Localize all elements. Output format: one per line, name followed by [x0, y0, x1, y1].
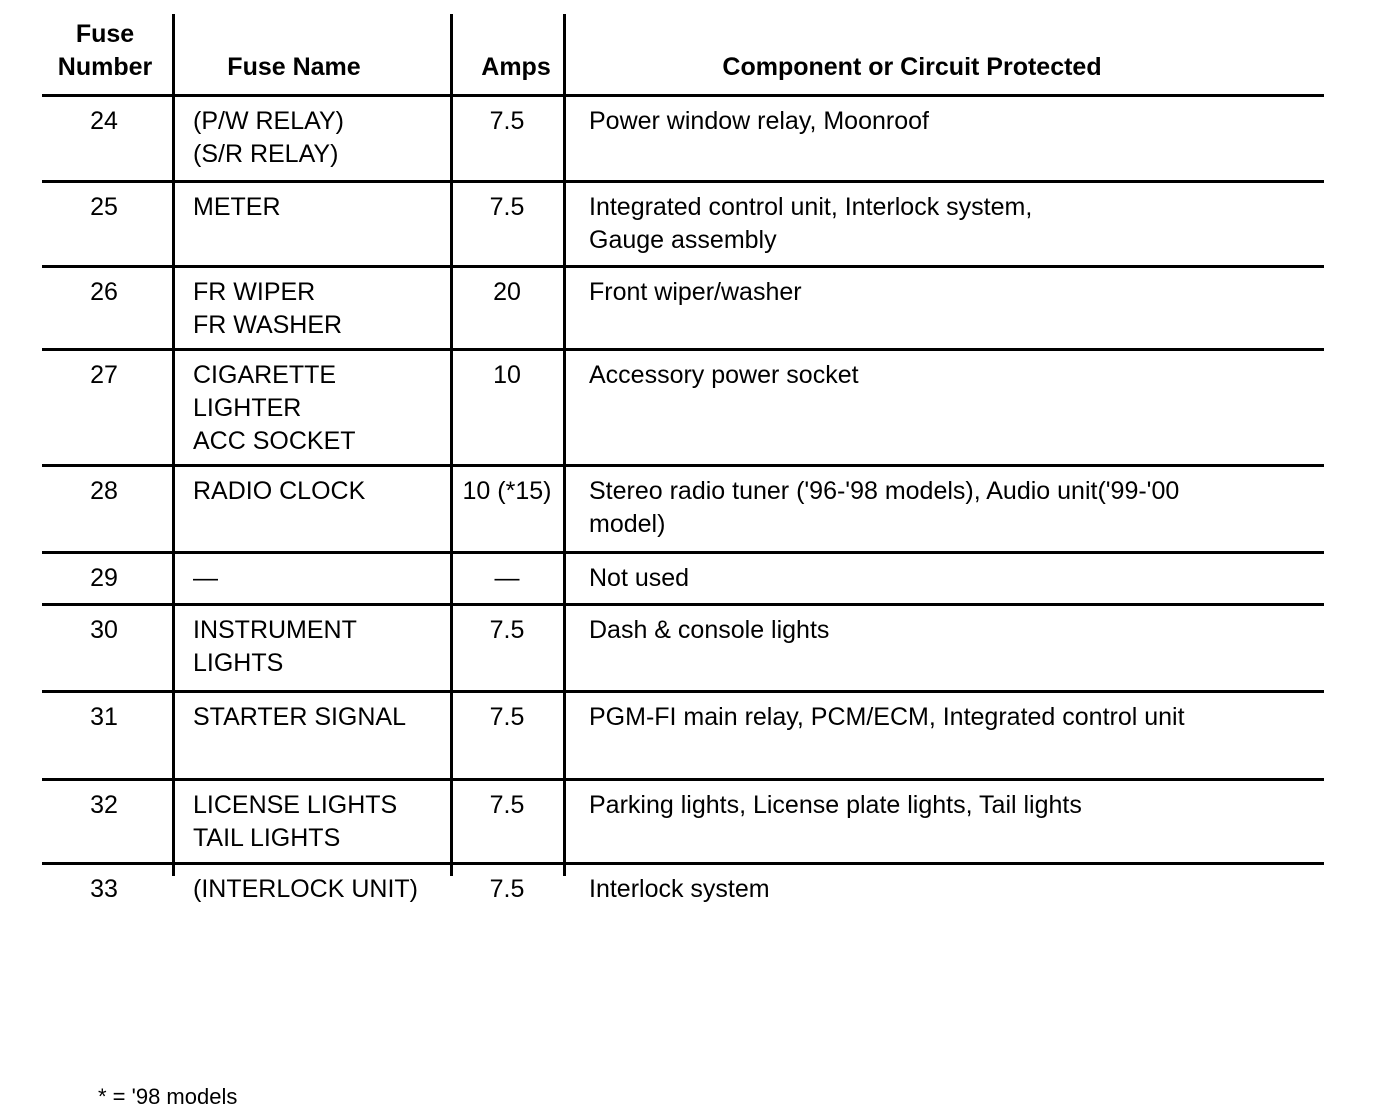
- table-row: [42, 606, 1324, 693]
- fuse-name-line: —: [193, 564, 218, 592]
- fuse-name-line: TAIL LIGHTS: [193, 824, 341, 852]
- component-line: Integrated control unit, Interlock system,: [589, 193, 1033, 221]
- fuse-name-line: FR WASHER: [193, 311, 343, 339]
- fuse-name-cell: [193, 359, 445, 458]
- fuse-name-cell: [193, 475, 445, 508]
- fuse-name-line: CIGARETTE: [193, 361, 337, 389]
- table-row: [42, 781, 1324, 865]
- component-cell: [589, 191, 1309, 257]
- fuse-name-line: FR WIPER: [193, 278, 316, 306]
- header-fuse-number: [46, 18, 164, 84]
- component-line: Not used: [589, 564, 690, 592]
- amps-cell: 10: [493, 361, 521, 389]
- fuse-name-line: ACC SOCKET: [193, 427, 356, 455]
- amps-cell: 7.5: [489, 875, 525, 903]
- table-row: [42, 865, 1324, 925]
- component-cell: [589, 873, 1309, 906]
- fuse-name-cell: [193, 873, 445, 906]
- header-fuse-number-line: Number: [57, 53, 153, 81]
- fuse-name-line: LIGHTER: [193, 394, 302, 422]
- table-row: [42, 693, 1324, 781]
- component-cell: [589, 105, 1309, 138]
- component-cell: [589, 614, 1309, 647]
- table-row: [42, 351, 1324, 467]
- fuse-name-line: LIGHTS: [193, 649, 284, 677]
- amps-cell: 7.5: [489, 703, 525, 731]
- fuse-number-cell: 24: [90, 107, 118, 135]
- fuse-name-line: (S/R RELAY): [193, 140, 339, 168]
- component-line: Dash & console lights: [589, 616, 830, 644]
- amps-cell: 20: [493, 278, 521, 306]
- fuse-name-line: STARTER SIGNAL: [193, 703, 407, 731]
- header-fuse-number-line: Fuse: [75, 20, 135, 48]
- table-row: [42, 183, 1324, 268]
- component-cell: [589, 359, 1309, 392]
- amps-cell: 10 (*15): [462, 477, 552, 505]
- amps-cell: 7.5: [489, 616, 525, 644]
- header-component: Component or Circuit Protected: [722, 53, 1102, 81]
- component-line: Front wiper/washer: [589, 278, 802, 306]
- component-line: Interlock system: [589, 875, 770, 903]
- table-row: [42, 97, 1324, 183]
- fuse-number-cell: 31: [90, 703, 118, 731]
- component-cell: [589, 562, 1309, 595]
- table-row: [42, 467, 1324, 554]
- fuse-name-cell: [193, 789, 445, 855]
- fuse-number-cell: 26: [90, 278, 118, 306]
- fuse-number-cell: 25: [90, 193, 118, 221]
- fuse-name-line: (P/W RELAY): [193, 107, 344, 135]
- component-cell: [589, 789, 1309, 822]
- component-line: PGM-FI main relay, PCM/ECM, Integrated control unit: [589, 703, 1185, 731]
- fuse-name-line: INSTRUMENT: [193, 616, 357, 644]
- fuse-name-cell: [193, 614, 445, 680]
- component-cell: [589, 276, 1309, 309]
- component-line: Power window relay, Moonroof: [589, 107, 929, 135]
- fuse-name-cell: [193, 105, 445, 171]
- header-amps: Amps: [481, 53, 551, 81]
- component-line: Stereo radio tuner ('96-'98 models), Audio unit('99-'00: [589, 477, 1180, 505]
- header-fuse-name: Fuse Name: [227, 53, 361, 81]
- fuse-table: [42, 14, 1324, 925]
- component-line: Accessory power socket: [589, 361, 859, 389]
- amps-cell: 7.5: [489, 193, 525, 221]
- fuse-name-cell: [193, 191, 445, 224]
- table-header: [42, 14, 1324, 97]
- component-cell: [589, 475, 1309, 541]
- table-row: [42, 554, 1324, 606]
- table-body: [42, 97, 1324, 925]
- fuse-number-cell: 33: [90, 875, 118, 903]
- amps-cell: 7.5: [489, 107, 525, 135]
- fuse-number-cell: 30: [90, 616, 118, 644]
- component-line: model): [589, 510, 666, 538]
- fuse-name-cell: [193, 562, 445, 595]
- amps-cell: 7.5: [489, 791, 525, 819]
- component-line: Parking lights, License plate lights, Tail lights: [589, 791, 1082, 819]
- fuse-number-cell: 29: [90, 564, 118, 592]
- amps-cell: —: [494, 564, 520, 592]
- component-cell: [589, 701, 1309, 734]
- fuse-name-line: RADIO CLOCK: [193, 477, 366, 505]
- fuse-name-line: METER: [193, 193, 281, 221]
- component-line: Gauge assembly: [589, 226, 777, 254]
- fuse-name-cell: [193, 276, 445, 342]
- fuse-name-line: LICENSE LIGHTS: [193, 791, 398, 819]
- table-row: [42, 268, 1324, 351]
- fuse-name-cell: [193, 701, 445, 734]
- fuse-number-cell: 27: [90, 361, 118, 389]
- footnote: * = '98 models: [98, 1084, 238, 1109]
- fuse-name-line: (INTERLOCK UNIT): [193, 875, 418, 903]
- fuse-number-cell: 32: [90, 791, 118, 819]
- fuse-number-cell: 28: [90, 477, 118, 505]
